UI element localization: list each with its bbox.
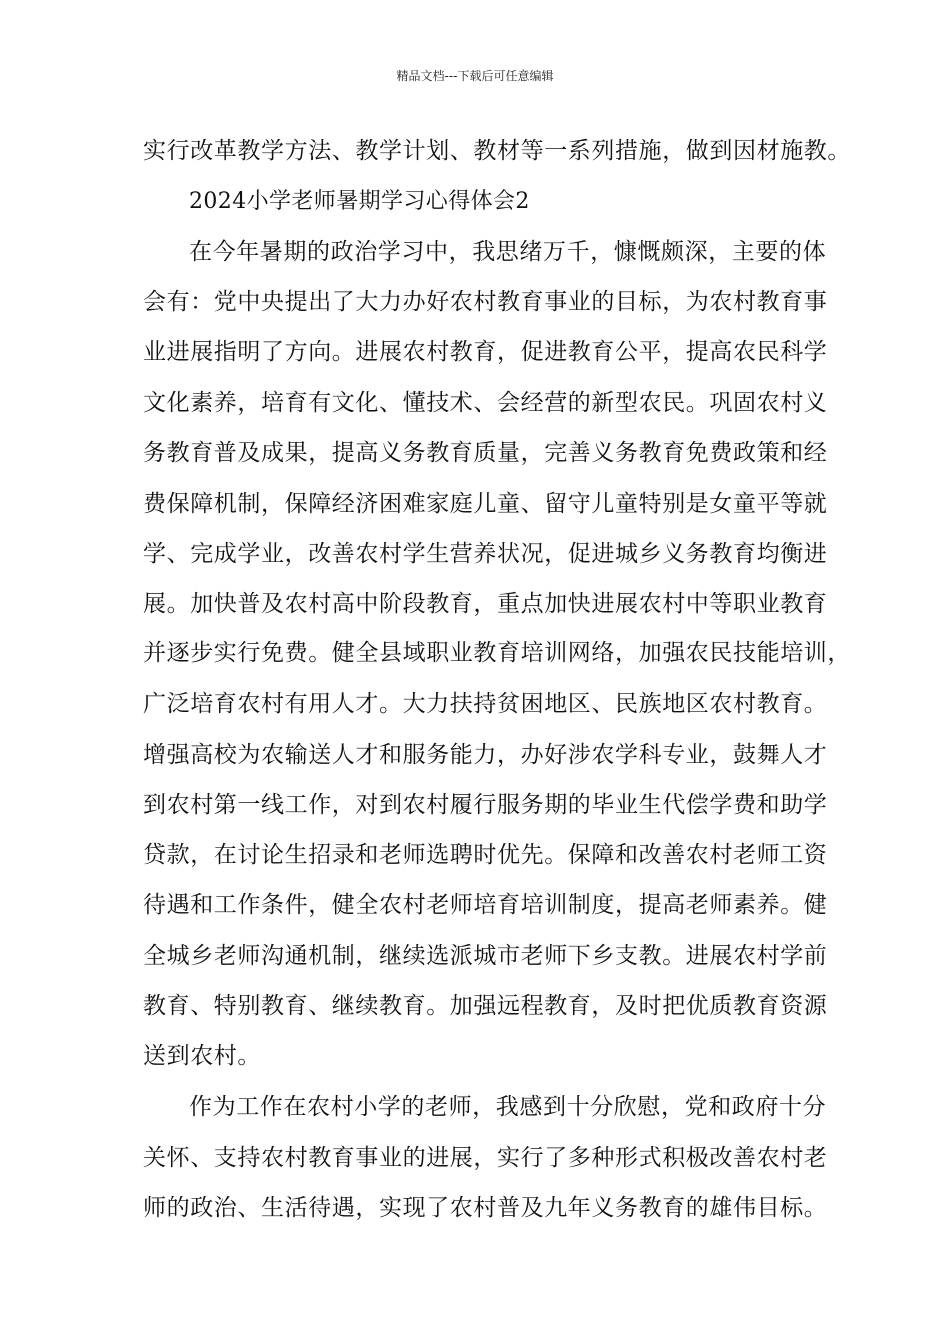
paragraph-1-line: 增强高校为农输送人才和服务能力，办好涉农学科专业，鼓舞人才 <box>143 742 828 768</box>
paragraph-1-line: 费保障机制，保障经济困难家庭儿童、留守儿童特别是女童平等就 <box>143 491 828 517</box>
paragraph-1-line: 文化素养，培育有文化、懂技术、会经营的新型农民。巩固农村义 <box>143 390 828 416</box>
paragraph-1-line: 会有：党中央提出了大力办好农村教育事业的目标，为农村教育事 <box>143 289 828 315</box>
paragraph-2-line: 师的政治、生活待遇，实现了农村普及九年义务教育的雄伟目标。 <box>143 1195 828 1221</box>
text-line: 实行改革教学方法、教学计划、教材等一系列措施，做到因材施教。 <box>143 138 851 164</box>
paragraph-2-line: 作为工作在农村小学的老师，我感到十分欣慰，党和政府十分 <box>189 1094 827 1120</box>
page-header: 精品文档---下载后可任意编辑 <box>396 69 554 83</box>
paragraph-1-line: 送到农村。 <box>143 1043 261 1069</box>
paragraph-1-line: 展。加快普及农村高中阶段教育，重点加快进展农村中等职业教育 <box>143 591 828 617</box>
paragraph-1-line: 业进展指明了方向。进展农村教育，促进教育公平，提高农民科学 <box>143 339 828 365</box>
paragraph-1-line: 广泛培育农村有用人才。大力扶持贫困地区、民族地区农村教育。 <box>143 691 828 717</box>
paragraph-1-line: 并逐步实行免费。健全县域职业教育培训网络，加强农民技能培训， <box>143 640 851 666</box>
paragraph-1-line: 待遇和工作条件，健全农村老师培育培训制度，提高老师素养。健 <box>143 892 828 918</box>
section-title: 2024小学老师暑期学习心得体会2 <box>189 189 530 214</box>
paragraph-2-line: 关怀、支持农村教育事业的进展，实行了多种形式积极改善农村老 <box>143 1145 828 1171</box>
paragraph-1-line: 贷款，在讨论生招录和老师选聘时优先。保障和改善农村老师工资 <box>143 842 828 868</box>
paragraph-1-line: 教育、特别教育、继续教育。加强远程教育，及时把优质教育资源 <box>143 993 828 1019</box>
paragraph-1-line: 在今年暑期的政治学习中，我思绪万千，慷慨颇深，主要的体 <box>189 239 827 265</box>
paragraph-1-line: 务教育普及成果，提高义务教育质量，完善义务教育免费政策和经 <box>143 440 828 466</box>
paragraph-1-line: 学、完成学业，改善农村学生营养状况，促进城乡义务教育均衡进 <box>143 541 828 567</box>
paragraph-1-line: 全城乡老师沟通机制，继续选派城市老师下乡支教。进展农村学前 <box>143 943 828 969</box>
paragraph-1-line: 到农村第一线工作，对到农村履行服务期的毕业生代偿学费和助学 <box>143 792 828 818</box>
